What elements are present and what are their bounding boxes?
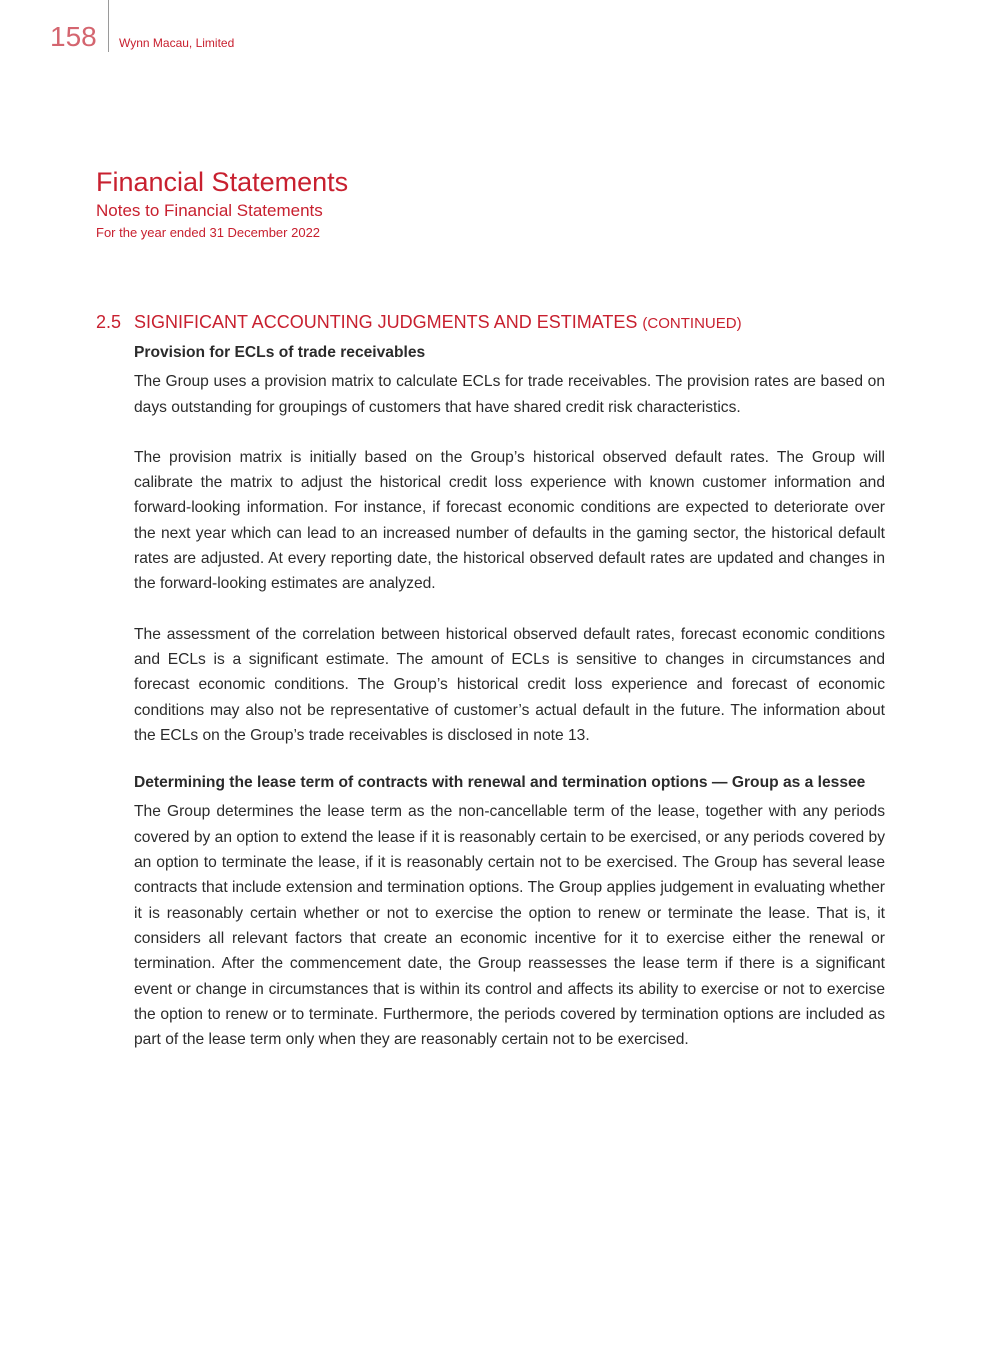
page-title: Financial Statements: [96, 167, 349, 197]
section-continued: (CONTINUED): [642, 315, 742, 332]
reporting-period: For the year ended 31 December 2022: [96, 225, 321, 240]
ecl-paragraph-2: The provision matrix is initially based on the Group’s historical observed default rates. The Group will calibrate the matrix to adjust the historical credit loss experience with known customer information and forward-looking information. For instance, if forecast economic conditions are expected to deteriorate over the next year which can lead to an increased number of defaults in the gaming sector, the historical default rates are adjusted. At every reporting date, the historical observed default rates are updated and changes in the forward-looking estimates are analyzed.: [134, 448, 885, 593]
ecl-subheading: Provision for ECLs of trade receivables: [134, 344, 426, 361]
lease-paragraph-1: The Group determines the lease term as the non-cancellable term of the lease, together with any periods covered by an option to extend the lease if it is reasonably certain to be exercised, or any periods covered by an option to terminate the lease, if it is reasonably certain not to be exercised. The Group has several lease contracts that include extension and termination options. The Group applies judgement in evaluating whether it is reasonably certain whether or not to exercise the option to renew or terminate the lease. That is, it considers all relevant factors that create an economic incentive for it to exercise either the renewal or termination. After the commencement date, the Group reassesses the lease term if there is a significant event or change in circumstances that is within its control and affects its ability to exercise or not to exercise the option to renew or to terminate. Furthermore, the periods covered by termination options are included as part of the lease term only when they are reasonably certain not to be exercised.: [134, 803, 885, 1049]
lease-subheading: Determining the lease term of contracts with renewal and termination options — Group as a lessee: [134, 774, 866, 792]
ecl-paragraph-3: The assessment of the correlation between historical observed default rates, forecast economic conditions and ECLs is a significant estimate. The amount of ECLs is sensitive to changes in circumstances and forecast economic conditions. The Group’s historical credit loss experience and forecast of economic conditions may also not be representative of customer’s actual default in the future. The information about the ECLs on the Group’s trade receivables is disclosed in note 13.: [134, 625, 885, 744]
page-number: 158: [50, 21, 97, 52]
header-divider: [108, 0, 109, 52]
title-block: [96, 166, 348, 241]
section-title: SIGNIFICANT ACCOUNTING JUDGMENTS AND ESTIMATES: [134, 312, 638, 332]
company-name: Wynn Macau, Limited: [119, 36, 235, 50]
section-body: [134, 340, 885, 1052]
section-number: 2.5: [96, 312, 122, 332]
ecl-paragraph-1: The Group uses a provision matrix to calculate ECLs for trade receivables. The provision rates are based on days outstanding for groupings of customers that have shared credit risk characteristics.: [134, 373, 885, 416]
page-subtitle: Notes to Financial Statements: [96, 201, 323, 220]
section-heading: [96, 311, 742, 335]
